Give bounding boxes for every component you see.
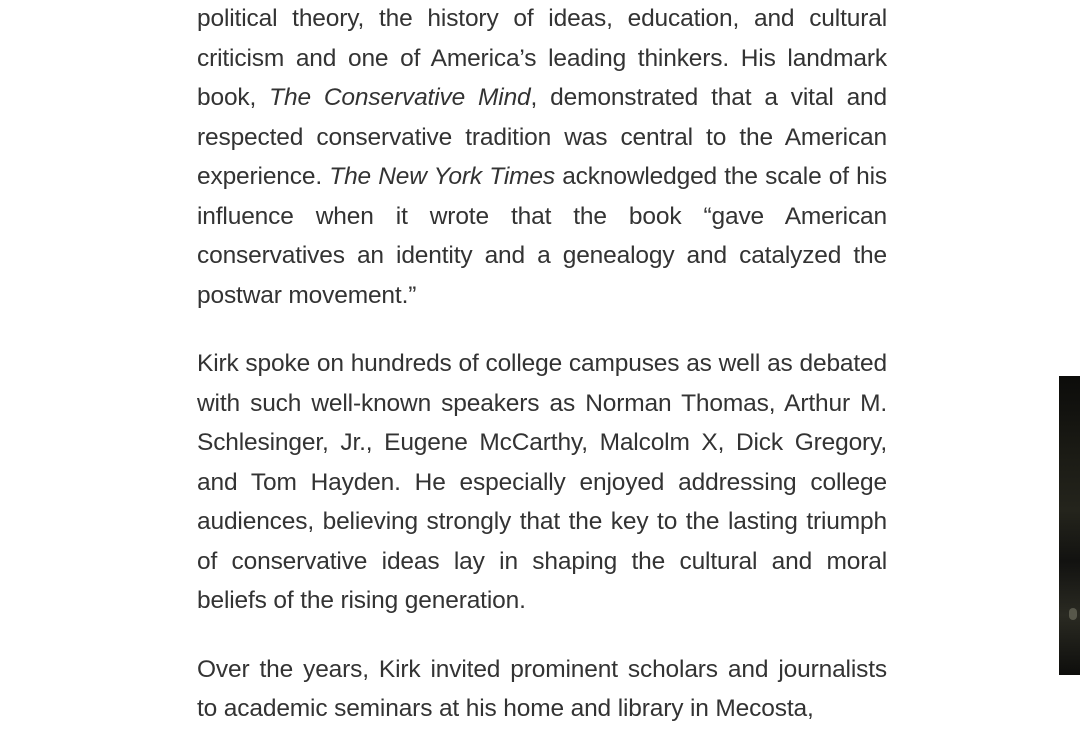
book-title: The Conservative Mind <box>269 84 531 111</box>
paragraph-text: Over the years, Kirk invited prominent scholars and journalists to academic seminars at his home and library in Mecosta, <box>197 655 887 722</box>
article-paragraph-1 <box>197 0 887 315</box>
paragraph-text: acknowledged the scale of his influence when it wrote that the book “gave American conservatives an identity and a genealogy and catalyzed the postwar movement.” <box>197 163 887 309</box>
photo-highlight <box>1069 608 1077 620</box>
article-paragraph-2 <box>197 344 887 621</box>
paragraph-text: Kirk spoke on hundreds of college campuses as well as debated with such well-known speakers as Norman Thomas, Arthur M. Schlesinger, Jr., Eugene McCarthy, Malcolm X, Dick Gregory, and Tom Hayden. He especially enjoyed addressing college audiences, believing strongly that the key to the lasting triumph of conservative ideas lay in shaping the cultural and moral beliefs of the rising generation. <box>197 350 887 614</box>
article-paragraph-3 <box>197 650 887 729</box>
paragraph-text: political theory, the history of ideas, education, and cultural criticism and one of America’s leading thinkers. His landmark book, <box>197 5 887 111</box>
publication-title: The New York Times <box>329 163 555 190</box>
paragraph-text: , demonstrated that a vital and respected conservative tradition was central to the American experience. <box>197 84 887 190</box>
side-photo <box>1059 376 1080 675</box>
article-body <box>197 0 887 729</box>
